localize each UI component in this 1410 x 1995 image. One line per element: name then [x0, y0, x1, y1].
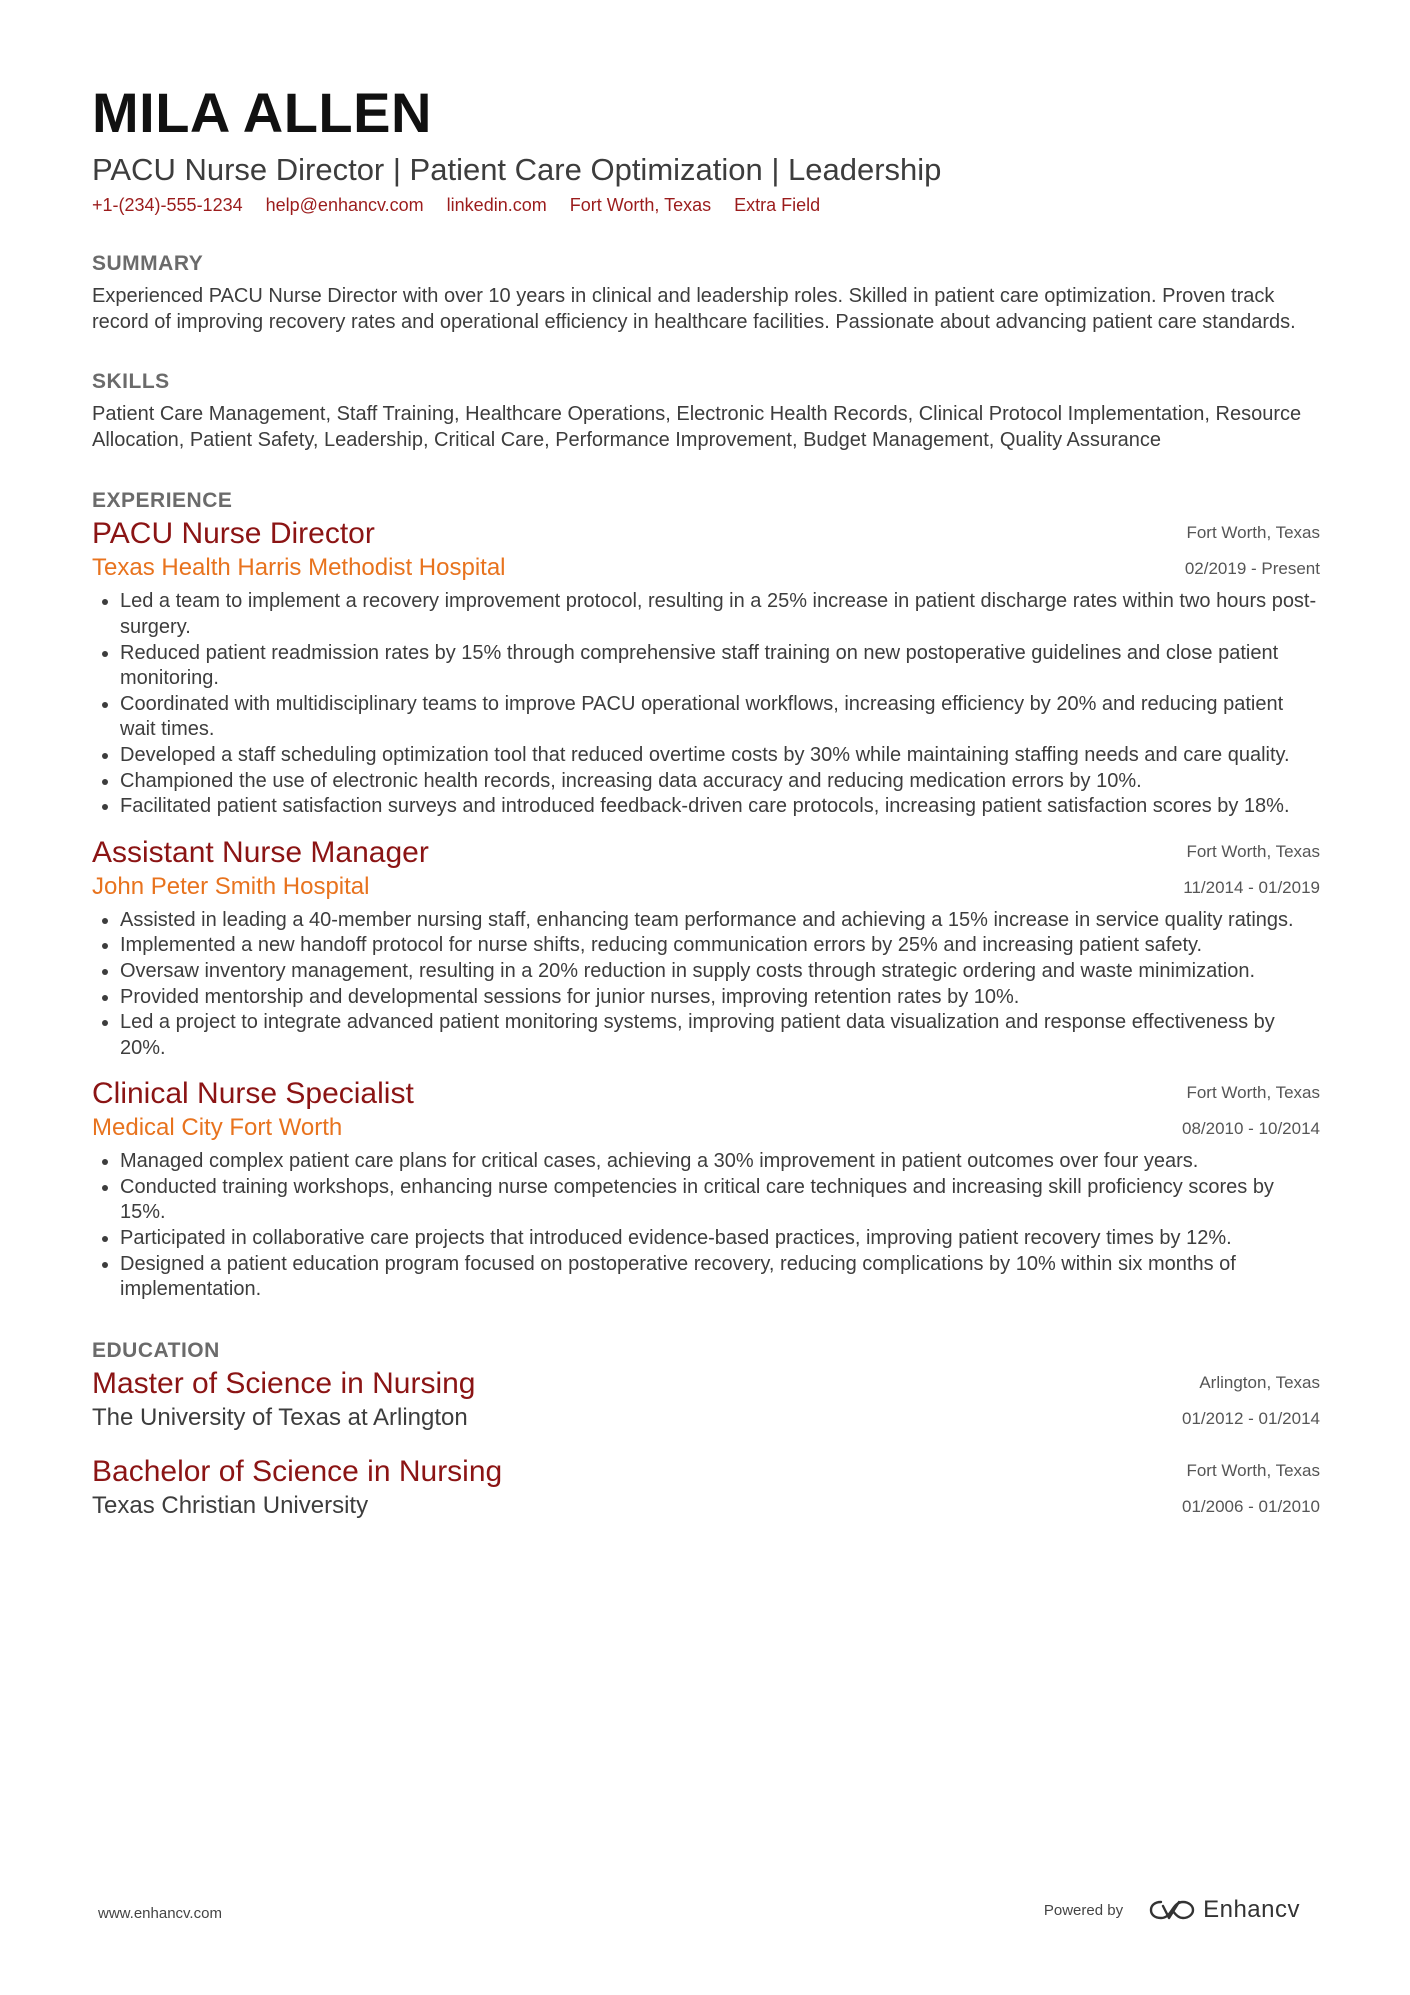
contact-email[interactable]: help@enhancv.com	[265, 195, 424, 215]
contact-linkedin[interactable]: linkedin.com	[446, 195, 547, 215]
education-dates: 01/2012 - 01/2014	[1181, 1408, 1320, 1428]
experience-entry	[92, 515, 1320, 819]
school-location: Fort Worth, Texas	[1186, 1460, 1320, 1480]
bullet-item: • Implemented a new handoff protocol for nurse shifts, reducing communication errors by 25% and increasing patient safety.	[120, 933, 1320, 959]
degree-title: Bachelor of Science in Nursing	[92, 1454, 503, 1488]
resume-header	[92, 78, 1320, 218]
job-location: Fort Worth, Texas	[1186, 523, 1320, 543]
powered-by-label: Powered by	[1043, 1901, 1124, 1919]
job-dates: 11/2014 - 01/2019	[1183, 877, 1320, 897]
skills-section	[92, 368, 1320, 453]
experience-title: EXPERIENCE	[92, 489, 233, 513]
school-name: The University of Texas at Arlington	[92, 1403, 468, 1431]
bullet-item: • Oversaw inventory management, resulting in a 20% reduction in supply costs through strategic ordering and waste minimization.	[120, 959, 1320, 985]
contact-phone[interactable]: +1-(234)-555-1234	[92, 195, 243, 215]
job-dates: 02/2019 - Present	[1184, 559, 1320, 579]
bullet-item: • Facilitated patient satisfaction surveys and introduced feedback-driven care protocols, increasing patient satisfaction scores by 18%.	[120, 794, 1320, 820]
bullet-item: • Championed the use of electronic health records, increasing data accuracy and reducing medication errors by 10%.	[120, 769, 1320, 795]
bullet-item: • Participated in collaborative care projects that introduced evidence-based practices, improving patient recovery times by 12%.	[120, 1226, 1320, 1252]
skills-title: SKILLS	[92, 370, 170, 394]
school-name: Texas Christian University	[92, 1491, 369, 1519]
bullet-item: • Reduced patient readmission rates by 15% through comprehensive staff training on new postoperative guidelines and close patient monitoring.	[120, 641, 1320, 692]
bullet-item: • Led a project to integrate advanced patient monitoring systems, improving patient data visualization and response effectiveness by 20%.	[120, 1010, 1320, 1061]
education-entry	[92, 1453, 1320, 1521]
contact-bar	[92, 192, 1320, 218]
education-section	[92, 1337, 1320, 1521]
job-dates: 08/2010 - 10/2014	[1181, 1119, 1320, 1139]
experience-entry	[92, 1075, 1320, 1303]
summary-section	[92, 250, 1320, 335]
bullet-item: • Coordinated with multidisciplinary teams to improve PACU operational workflows, increasing efficiency by 20% and reducing patient wait times.	[120, 692, 1320, 743]
bullet-item: • Designed a patient education program focused on postoperative recovery, reducing complications by 10% within six months of implementation.	[120, 1252, 1320, 1303]
contact-location: Fort Worth, Texas	[569, 195, 712, 215]
job-bullets	[92, 589, 1320, 819]
bullet-item: • Conducted training workshops, enhancing nurse competencies in critical care techniques and increasing skill proficiency scores by 15%.	[120, 1175, 1320, 1226]
contact-extra-field: Extra Field	[734, 195, 821, 215]
employer-name: John Peter Smith Hospital	[92, 872, 370, 900]
education-dates: 01/2006 - 01/2010	[1181, 1496, 1320, 1516]
job-location: Fort Worth, Texas	[1186, 841, 1320, 861]
job-bullets	[92, 1149, 1320, 1303]
bullet-item: • Led a team to implement a recovery improvement protocol, resulting in a 25% increase in patient discharge rates within two hours post-surgery.	[120, 589, 1320, 640]
experience-section	[92, 487, 1320, 1302]
education-entry	[92, 1365, 1320, 1433]
summary-text: Experienced PACU Nurse Director with over 10 years in clinical and leadership roles. Skilled in patient care optimization. Proven track record of improving recovery rates and operational efficiency in healthcare facilities. Passionate about advancing patient care standards.	[92, 285, 1296, 333]
bullet-item: • Assisted in leading a 40-member nursing staff, enhancing team performance and achieving a 15% increase in service quality ratings.	[120, 908, 1320, 934]
job-title: PACU Nurse Director	[92, 517, 375, 551]
footer-branding[interactable]	[1044, 1896, 1300, 1924]
resume-content	[92, 78, 1320, 1521]
employer-name: Texas Health Harris Methodist Hospital	[92, 554, 506, 582]
brand-name: Enhancv	[1203, 1896, 1300, 1923]
job-location: Fort Worth, Texas	[1186, 1083, 1320, 1103]
degree-title: Master of Science in Nursing	[92, 1366, 476, 1400]
skills-text: Patient Care Management, Staff Training, Healthcare Operations, Electronic Health Records, Clinical Protocol Implementation, Resource Allocation, Patient Safety, Leadership, Critical Care, Performance Improvement, Budget Management, Quality Assurance	[92, 403, 1302, 451]
school-location: Arlington, Texas	[1199, 1372, 1320, 1392]
job-bullets	[92, 908, 1320, 1062]
summary-title: SUMMARY	[92, 252, 204, 275]
experience-entry	[92, 834, 1320, 1062]
enhancv-logo-icon	[1149, 1898, 1195, 1922]
footer-website[interactable]: www.enhancv.com	[98, 1905, 222, 1922]
education-title: EDUCATION	[92, 1338, 220, 1362]
bullet-item: • Managed complex patient care plans for critical cases, achieving a 30% improvement in patient outcomes over four years.	[120, 1149, 1320, 1175]
candidate-headline: PACU Nurse Director | Patient Care Optimization | Leadership	[92, 152, 942, 187]
candidate-name: MILA ALLEN	[92, 81, 432, 144]
employer-name: Medical City Fort Worth	[92, 1114, 343, 1142]
bullet-item: • Developed a staff scheduling optimization tool that reduced overtime costs by 30% while maintaining staffing needs and care quality.	[120, 743, 1320, 769]
job-title: Assistant Nurse Manager	[92, 835, 429, 869]
bullet-item: • Provided mentorship and developmental sessions for junior nurses, improving retention rates by 10%.	[120, 985, 1320, 1011]
job-title: Clinical Nurse Specialist	[92, 1077, 414, 1111]
